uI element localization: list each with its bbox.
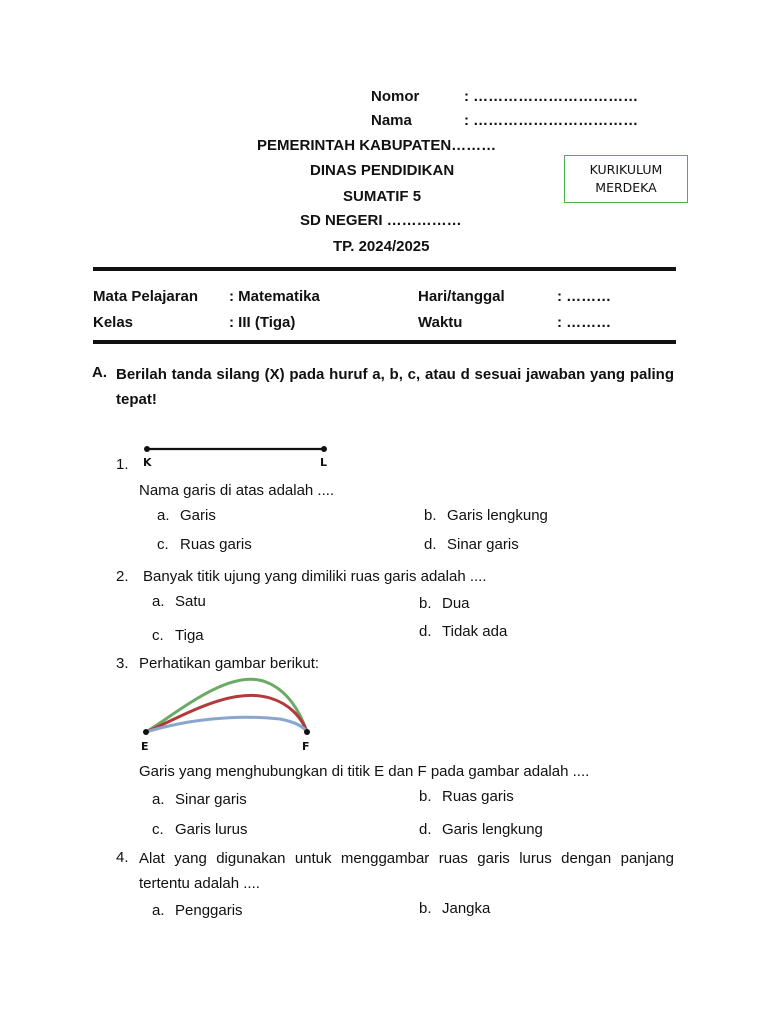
time-label: Waktu [418,314,463,331]
q1-option-b-letter: b. [424,507,437,524]
q3-option-b-letter: b. [419,788,432,805]
header-government: PEMERINTAH KABUPATEN……… [257,137,497,154]
q2-option-d-text: Tidak ada [442,623,508,640]
q2-option-c-letter: c. [152,627,164,644]
q2-option-b-text: Dua [442,595,470,612]
point-e [143,729,149,735]
q3-option-c-text: Garis lurus [175,821,248,838]
subject-label: Mata Pelajaran [93,288,199,305]
label-k: K [143,456,152,469]
line-segment-kl-figure [138,440,338,470]
curriculum-badge-line1: KURIKULUM [589,162,663,177]
q3-option-a-letter: a. [152,791,165,808]
point-k [144,446,150,452]
section-marker: A. [92,364,107,381]
q4-option-a-text: Penggaris [175,902,243,919]
question-1-text: Nama garis di atas adalah .... [139,482,335,499]
q2-option-a-text: Satu [175,593,206,610]
q2-option-a-letter: a. [152,593,165,610]
question-3-question: Garis yang menghubungkan di titik E dan F pada gambar adalah .... [139,763,590,780]
q2-option-c-text: Tiga [175,627,204,644]
q1-option-c-text: Ruas garis [180,536,252,553]
top-divider [93,267,676,271]
question-3-number: 3. [116,655,129,672]
label-e: E [141,740,149,753]
q2-option-d-letter: d. [419,623,432,640]
point-f [304,729,310,735]
nama-label: Nama [371,112,412,129]
point-l [321,446,327,452]
q3-option-d-text: Garis lengkung [442,821,543,838]
date-label: Hari/tanggal [418,288,505,305]
time-value: : ……… [557,314,612,331]
header-school-year: TP. 2024/2025 [333,238,430,255]
q2-option-b-letter: b. [419,595,432,612]
q1-option-a-letter: a. [157,507,170,524]
question-1-number: 1. [116,456,129,473]
label-l: L [320,456,328,469]
question-4-text: Alat yang digunakan untuk menggambar ruas garis lurus dengan panjang tertentu adalah .... [139,850,674,892]
section-instruction: Berilah tanda silang (X) pada huruf a, b, c, atau d sesuai jawaban yang paling tepat! [116,366,674,408]
curriculum-badge [564,155,688,203]
header-school: SD NEGERI …………… [300,212,462,229]
curriculum-badge-line2: MERDEKA [595,180,657,195]
nomor-label: Nomor [371,88,420,105]
q1-option-a-text: Garis [180,507,216,524]
q4-option-b-letter: b. [419,900,432,917]
q4-option-a-letter: a. [152,902,165,919]
curves-ef-figure [135,676,320,756]
subject-value: : Matematika [229,288,320,305]
label-f: F [302,740,310,753]
header-agency: DINAS PENDIDIKAN [310,162,455,179]
bottom-divider [93,340,676,344]
question-2-text: Banyak titik ujung yang dimiliki ruas garis adalah .... [143,568,487,585]
question-3-text: Perhatikan gambar berikut: [139,655,320,672]
q3-option-c-letter: c. [152,821,164,838]
q1-option-d-text: Sinar garis [447,536,519,553]
curve-green [146,679,307,732]
nomor-value: : …………………………… [464,88,639,105]
q3-option-b-text: Ruas garis [442,788,514,805]
date-value: : ……… [557,288,612,305]
question-2-number: 2. [116,568,129,585]
q3-option-d-letter: d. [419,821,432,838]
q4-option-b-text: Jangka [442,900,491,917]
question-4-number: 4. [116,849,129,866]
class-label: Kelas [93,314,134,331]
q3-option-a-text: Sinar garis [175,791,247,808]
header-exam-title: SUMATIF 5 [343,188,422,205]
q1-option-d-letter: d. [424,536,437,553]
q1-option-c-letter: c. [157,536,169,553]
class-value: : III (Tiga) [229,314,296,331]
nama-value: : …………………………… [464,112,639,129]
q1-option-b-text: Garis lengkung [447,507,548,524]
